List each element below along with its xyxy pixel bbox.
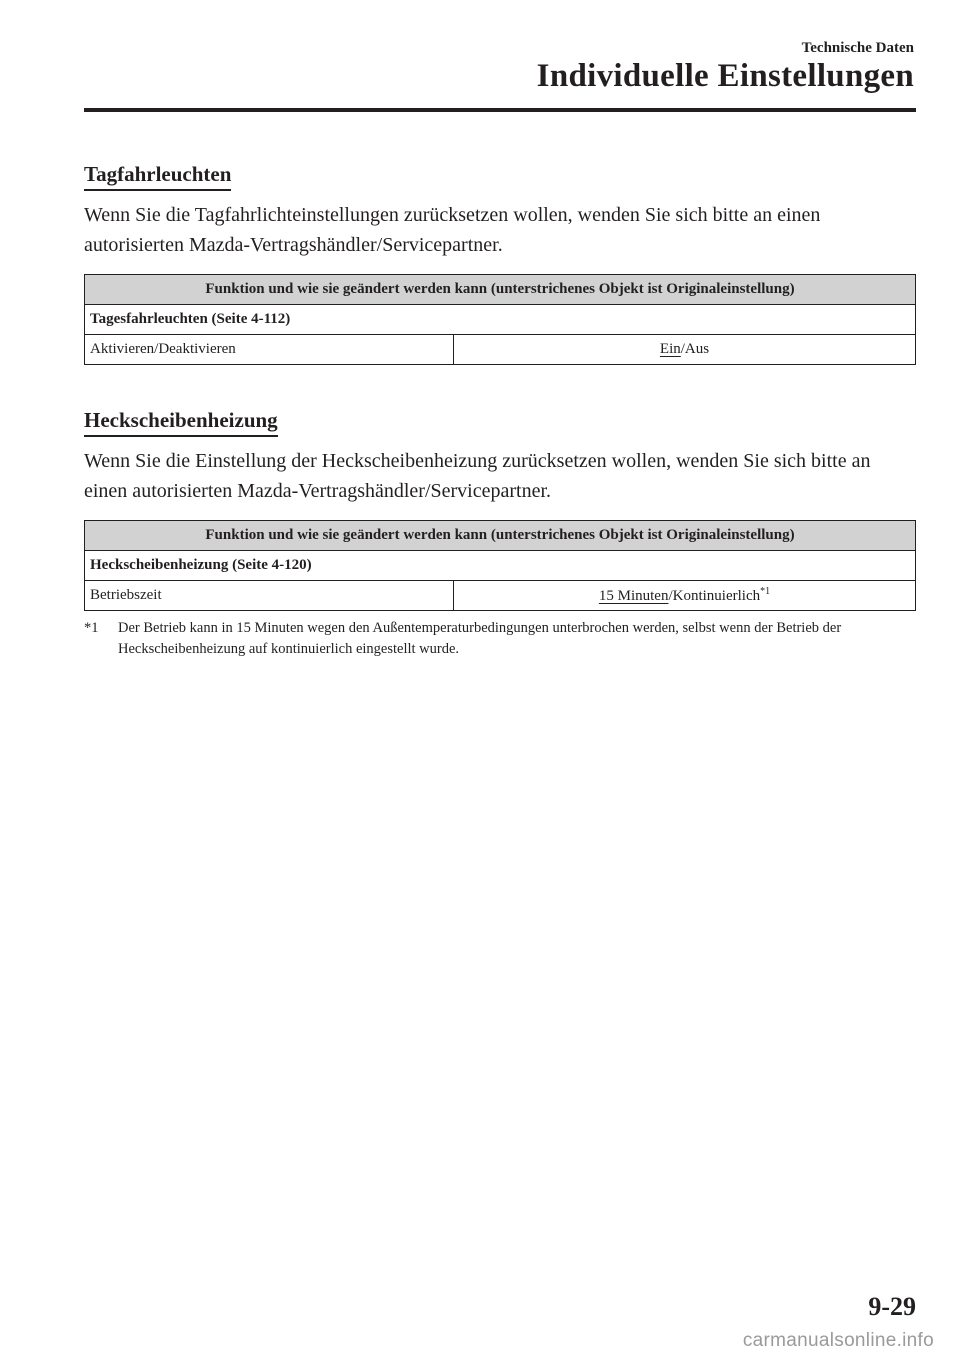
- footnote-reference: *1: [760, 586, 771, 597]
- section-body: Wenn Sie die Tagfahrlichteinstellungen zurücksetzen wollen, wenden Sie sich bitte an einen autorisierten Mazda-Vertragshändler/Servicepartner.: [84, 204, 821, 256]
- table-header: Funktion und wie sie geändert werden kann (unterstrichenes Objekt ist Originaleinstellung): [85, 275, 916, 305]
- page-number: 9-29: [868, 1292, 916, 1321]
- chapter-label: Technische Daten: [801, 40, 914, 56]
- section-body: Wenn Sie die Einstellung der Heckscheibenheizung zurücksetzen wollen, wenden Sie sich bitte an einen autorisierten Mazda-Vertragshändler/Servicepartner.: [84, 450, 871, 502]
- footnote-mark: *1: [84, 620, 99, 636]
- footnote: [84, 618, 916, 660]
- table-row: [85, 335, 916, 365]
- setting-value: [454, 335, 916, 365]
- setting-label: Aktivieren/Deaktivieren: [85, 335, 454, 365]
- section-daytime-running-lights: [84, 162, 916, 365]
- setting-value: [454, 581, 916, 611]
- section-title: Heckscheibenheizung: [84, 408, 278, 437]
- alternative-value: /Kontinuierlich: [668, 588, 761, 604]
- table-group-row: [85, 551, 916, 581]
- settings-table: [84, 274, 916, 365]
- table-header-row: [85, 521, 916, 551]
- table-header-row: [85, 275, 916, 305]
- page-title: Individuelle Einstellungen: [536, 58, 914, 94]
- section-rear-window-defroster: [84, 408, 916, 611]
- settings-table: [84, 520, 916, 611]
- watermark: carmanualsonline.info: [742, 1330, 934, 1351]
- table-header: Funktion und wie sie geändert werden kann (unterstrichenes Objekt ist Originaleinstellung): [85, 521, 916, 551]
- setting-label: Betriebszeit: [85, 581, 454, 611]
- section-title: Tagfahrleuchten: [84, 162, 231, 191]
- header-divider: [84, 108, 916, 112]
- footnote-text: Der Betrieb kann in 15 Minuten wegen den Außentemperaturbedingungen unterbrochen werden, selbst wenn der Betrieb der Heckscheibenheizung auf kontinuierlich eingestellt wurde.: [118, 620, 842, 657]
- table-group-label: Heckscheibenheizung (Seite 4-120): [85, 551, 916, 581]
- default-value: 15 Minuten: [598, 588, 669, 604]
- table-row: [85, 581, 916, 611]
- table-group-row: [85, 305, 916, 335]
- default-value: Ein: [659, 341, 681, 357]
- table-group-label: Tagesfahrleuchten (Seite 4-112): [85, 305, 916, 335]
- alternative-value: /Aus: [680, 341, 710, 357]
